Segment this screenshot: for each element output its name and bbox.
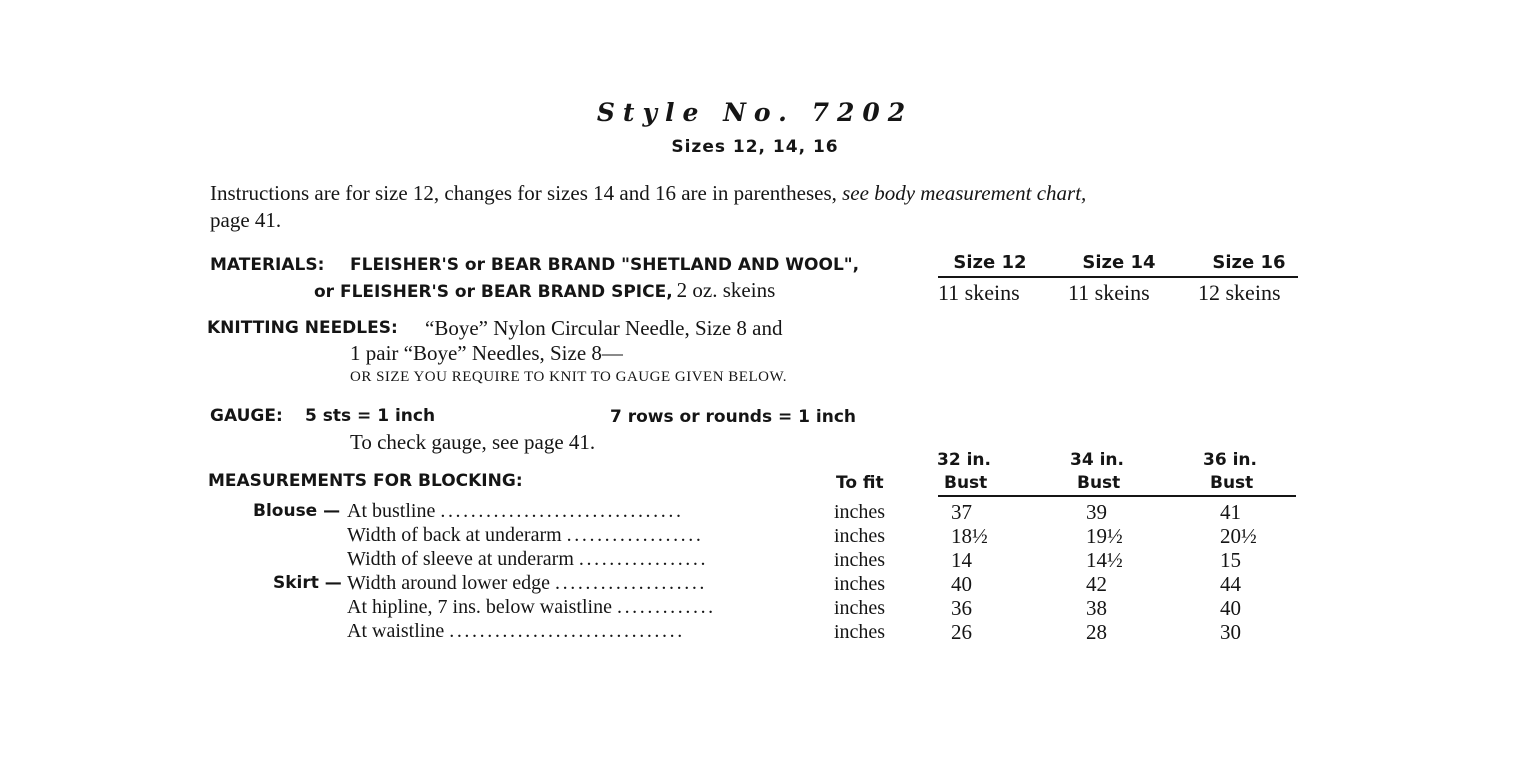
intro-line2: page 41. (210, 208, 282, 232)
value-size-12: 37 (951, 500, 972, 524)
value-size-16: 44 (1220, 572, 1241, 596)
value-size-14: 14½ (1086, 548, 1123, 572)
materials-line2-plain: 2 oz. skeins (676, 278, 776, 302)
row-label: At bustline ................................ (347, 500, 684, 522)
needles-line1: “Boye” Nylon Circular Needle, Size 8 and (425, 316, 783, 340)
skeins-size-16: 12 skeins (1198, 280, 1281, 305)
intro-text: Instructions are for size 12, changes for sizes 14 and 16 are in parentheses, (210, 181, 837, 205)
row-unit: inches (834, 597, 886, 619)
row-label: At waistline ............................... (347, 620, 685, 642)
row-unit: inches (834, 549, 886, 571)
needles-line2: 1 pair “Boye” Needles, Size 8— (350, 341, 623, 365)
bust-32-bottom: Bust (944, 473, 988, 493)
row-unit: inches (834, 501, 886, 523)
row-label: At hipline, 7 ins. below waistline ............. (347, 596, 716, 618)
row-label: Width around lower edge .................... (347, 572, 708, 594)
value-size-16: 41 (1220, 500, 1241, 524)
value-size-12: 26 (951, 620, 972, 644)
gauge-label: GAUGE: (210, 406, 283, 426)
size-14-header: Size 14 (1082, 252, 1156, 273)
bust-header-rule (938, 495, 1296, 497)
row-unit: inches (834, 573, 886, 595)
value-size-16: 20½ (1220, 524, 1257, 548)
page-title: Style No. 7202 (596, 98, 914, 127)
value-size-14: 19½ (1086, 524, 1123, 548)
bust-34-top: 34 in. (1070, 450, 1124, 470)
value-size-16: 40 (1220, 596, 1241, 620)
row-label: Width of back at underarm .................. (347, 524, 704, 546)
needles-label: KNITTING NEEDLES: (207, 318, 398, 338)
size-12-header: Size 12 (953, 252, 1027, 273)
row-unit: inches (834, 621, 886, 643)
intro-italic: see body measurement chart, (842, 181, 1087, 205)
value-size-12: 14 (951, 548, 972, 572)
gauge-stitches: 5 sts = 1 inch (305, 406, 436, 426)
row-unit: inches (834, 525, 886, 547)
sizes-subtitle: Sizes 12, 14, 16 (671, 137, 839, 157)
materials-label: MATERIALS: (210, 255, 325, 275)
row-label: Width of sleeve at underarm ................. (347, 548, 709, 570)
bust-36-top: 36 in. (1203, 450, 1257, 470)
intro-paragraph (210, 180, 1320, 234)
sizes-header-rule (938, 276, 1298, 278)
skirt-label: Skirt — (273, 573, 342, 593)
materials-line2 (314, 278, 775, 303)
bust-32-top: 32 in. (937, 450, 991, 470)
value-size-12: 40 (951, 572, 972, 596)
value-size-14: 28 (1086, 620, 1107, 644)
bust-34-bottom: Bust (1077, 473, 1121, 493)
bust-36-bottom: Bust (1210, 473, 1254, 493)
needles-gauge-note: OR SIZE YOU REQUIRE TO KNIT TO GAUGE GIVEN BELOW. (350, 369, 787, 385)
gauge-check: To check gauge, see page 41. (350, 430, 596, 454)
size-16-header: Size 16 (1212, 252, 1286, 273)
to-fit-label: To fit (836, 473, 884, 493)
value-size-16: 15 (1220, 548, 1241, 572)
materials-line2-bold: or FLEISHER'S or BEAR BRAND SPICE, (314, 282, 673, 302)
skeins-size-12: 11 skeins (938, 280, 1020, 305)
blouse-label: Blouse — (253, 501, 341, 521)
materials-line1: FLEISHER'S or BEAR BRAND "SHETLAND AND WOOL", (350, 255, 860, 275)
gauge-rows: 7 rows or rounds = 1 inch (610, 407, 857, 427)
value-size-14: 38 (1086, 596, 1107, 620)
value-size-14: 42 (1086, 572, 1107, 596)
value-size-16: 30 (1220, 620, 1241, 644)
value-size-14: 39 (1086, 500, 1107, 524)
value-size-12: 18½ (951, 524, 988, 548)
measurements-label: MEASUREMENTS FOR BLOCKING: (208, 471, 523, 491)
value-size-12: 36 (951, 596, 972, 620)
skeins-size-14: 11 skeins (1068, 280, 1150, 305)
